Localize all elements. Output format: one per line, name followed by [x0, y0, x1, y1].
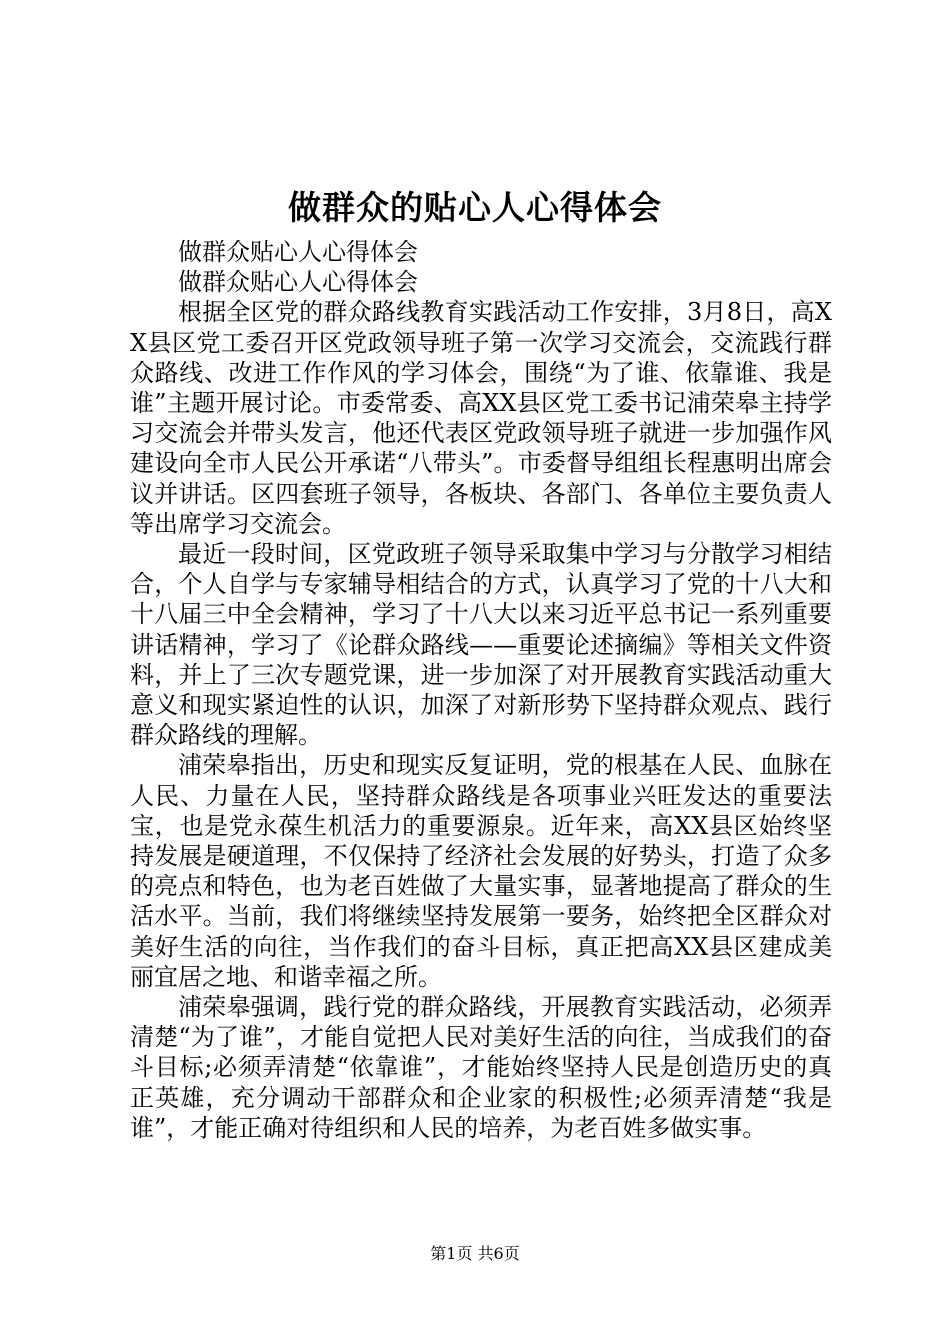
- document-body: [130, 237, 832, 1143]
- body-paragraph: 浦荣皋指出，历史和现实反复证明，党的根基在人民、血脉在人民、力量在人民，坚持群众路线是各项事业兴旺发达的重要法宝，也是党永葆生机活力的重要源泉。近年来，高XX县区始终坚持发展是硬道理，不仅保持了经济社会发展的好势头，打造了众多的亮点和特色，也为老百姓做了大量实事，显著地提高了群众的生活水平。当前，我们将继续坚持发展第一要务，始终把全区群众对美好生活的向往，当作我们的奋斗目标，真正把高XX县区建成美丽宜居之地、和谐幸福之所。: [130, 751, 832, 991]
- body-paragraph: 最近一段时间，区党政班子领导采取集中学习与分散学习相结合，个人自学与专家辅导相结合的方式，认真学习了党的十八大和十八届三中全会精神，学习了十八大以来习近平总书记一系列重要讲话精神，学习了《论群众路线——重要论述摘编》等相关文件资料，并上了三次专题党课，进一步加深了对开展教育实践活动重大意义和现实紧迫性的认识，加深了对新形势下坚持群众观点、践行群众路线的理解。: [130, 540, 832, 750]
- subtitle-line: 做群众贴心人心得体会: [178, 238, 418, 266]
- page-number-footer: 第1页 共6页: [430, 1244, 520, 1263]
- subtitle-line: 做群众贴心人心得体会: [178, 268, 418, 297]
- body-paragraph: 浦荣皋强调，践行党的群众路线，开展教育实践活动，必须弄清楚“为了谁”，才能自觉把人民对美好生活的向往，当成我们的奋斗目标;必须弄清楚“依靠谁”，才能始终坚持人民是创造历史的真正英雄，充分调动干部群众和企业家的积极性;必须弄清楚“我是谁”，才能正确对待组织和人民的培养，为老百姓多做实事。: [130, 993, 832, 1142]
- document-title: 做群众的贴心人心得体会: [288, 188, 662, 227]
- body-paragraph: 根据全区党的群众路线教育实践活动工作安排，3月8日，高XX县区党工委召开区党政领导班子第一次学习交流会，交流践行群众路线、改进工作作风的学习体会，围绕“为了谁、依靠谁、我是谁”主题开展讨论。市委常委、高XX县区党工委书记浦荣皋主持学习交流会并带头发言，他还代表区党政领导班子就进一步加强作风建设向全市人民公开承诺“八带头”。市委督导组组长程惠明出席会议并讲话。区四套班子领导，各板块、各部门、各单位主要负责人等出席学习交流会。: [130, 298, 832, 538]
